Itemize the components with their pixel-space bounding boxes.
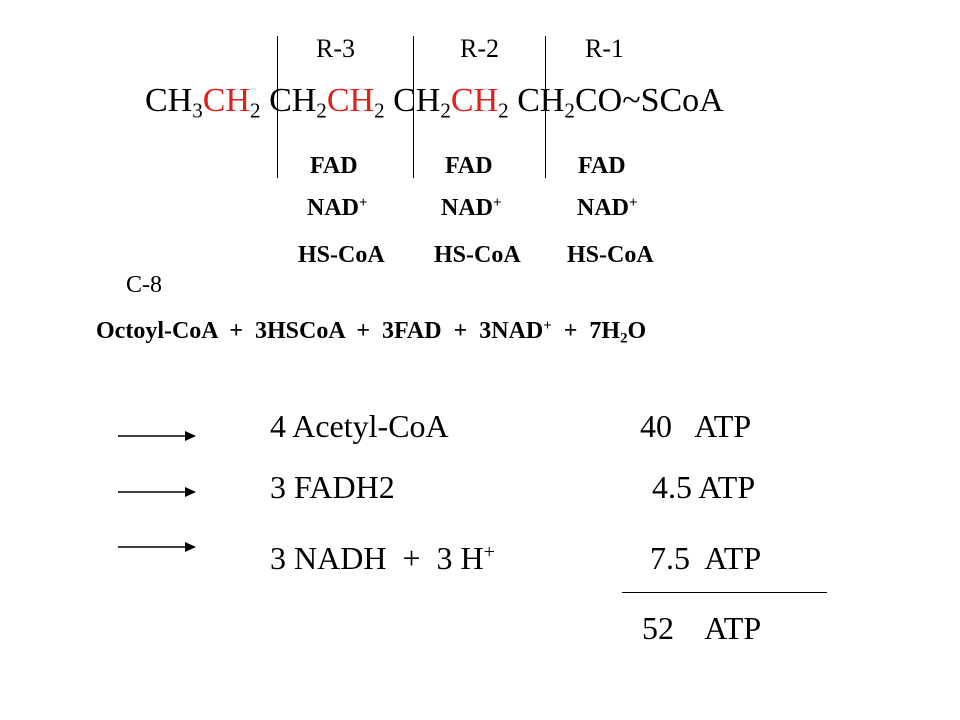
atp-fadh2: 4.5 ATP — [652, 469, 756, 505]
nad-label-1: NAD+ — [307, 194, 368, 221]
formula-group-3: $CH_2CH_2$ — [393, 82, 509, 123]
hscoa-label-3: HS-CoA — [567, 242, 654, 268]
nad-label-3: NAD+ — [577, 194, 638, 221]
region-label-r1: R-1 — [585, 34, 624, 63]
region-label-r3: R-3 — [316, 34, 355, 63]
total-atp: 52 ATP — [642, 610, 762, 646]
overall-equation: Octoyl-CoA + 3HSCoA + $3FAD + 3NAD^+ + 7H_2O$ — [96, 317, 647, 347]
formula-group-1: $CH_3CH_2$ — [145, 82, 261, 123]
formula-group-4: $CH_2CO\sim SCoA$ — [517, 82, 724, 123]
fad-label-2: FAD — [445, 153, 493, 179]
hscoa-label-2: HS-CoA — [434, 242, 521, 268]
hscoa-label-1: HS-CoA — [298, 242, 385, 268]
product-fadh2: 3 FADH2 — [270, 469, 395, 505]
product-acetyl-coa: 4 Acetyl-CoA — [270, 408, 449, 444]
arrow-1 — [118, 431, 196, 441]
fad-label-3: FAD — [578, 153, 626, 179]
atp-nadh: 7.5 ATP — [650, 540, 762, 576]
region-label-r2: R-2 — [460, 34, 499, 63]
formula-group-2: $CH_2CH_2$ — [269, 82, 385, 123]
sum-line — [622, 592, 827, 593]
arrow-2 — [118, 487, 196, 497]
arrow-3 — [118, 542, 196, 552]
product-nadh: 3 NADH + 3 H+ — [270, 540, 495, 576]
fad-label-1: FAD — [310, 153, 358, 179]
carbon-count-label: C-8 — [126, 272, 162, 298]
atp-acetyl-coa: 40 ATP — [640, 408, 752, 444]
nad-label-2: NAD+ — [441, 194, 502, 221]
